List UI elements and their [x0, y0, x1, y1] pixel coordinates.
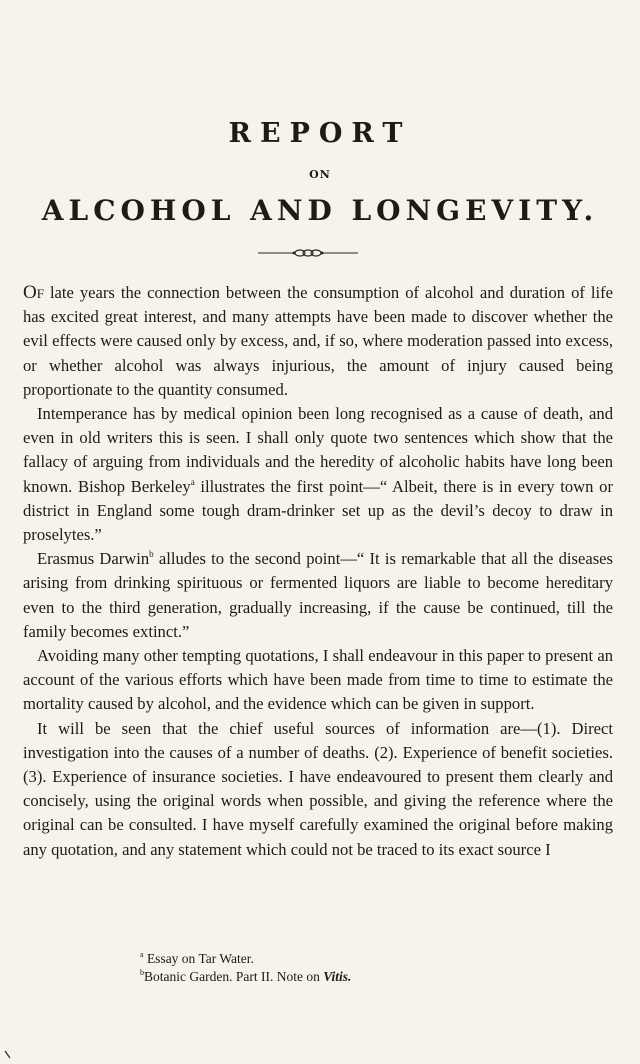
paragraph-text: Intemperance has by medical opinion been long recognised as a cause of death, and even in old writers this is seen. I shall only quote two sentences which show that the fallacy of arguing from individuals and the heredity of alcoholic habits have long been known. Bishop Berkeley	[23, 404, 613, 496]
page-title: ALCOHOL AND LONGEVITY.	[41, 194, 599, 227]
on-subheading: ON	[309, 168, 331, 181]
footnote	[140, 968, 610, 986]
footnote-ref: a	[190, 476, 195, 487]
footnote	[140, 950, 610, 968]
paragraph-text: It will be seen that the chief useful sources of information are—(1). Direct investigation into the causes of a number of deaths. (2). Experience of benefit societies. (3). Experience of insurance societies. I have endeavoured to present them clearly and concisely, using the original words when possible, and giving the reference where the original can be consulted. I have myself carefully examined the original before making any quotation, and any statement which could not be traced to its exact source I	[23, 718, 613, 859]
footnote-ref: b	[149, 549, 154, 560]
report-heading: REPORT	[228, 118, 412, 149]
corner-mark-icon	[4, 1050, 12, 1060]
drop-word: Of	[23, 282, 44, 303]
paragraph	[23, 717, 613, 862]
flourish-rule-icon	[258, 246, 358, 260]
paragraph	[23, 402, 613, 547]
paragraph-text: Avoiding many other tempting quotations, I shall endeavour in this paper to present an account of the various efforts which have been made from time to time to estimate the mortality caused by alcohol, and the evidence which can be given in support.	[23, 646, 613, 714]
paragraph	[23, 547, 613, 644]
footnote-text: Botanic Garden. Part II. Note on	[144, 969, 324, 984]
paragraph	[23, 644, 613, 717]
body-text	[23, 281, 613, 862]
footnote-mark: a	[140, 950, 144, 959]
paragraph-text: Erasmus Darwin	[37, 549, 150, 569]
paragraph-text: alludes to the second point—“ It is remarkable that all the diseases arising from drinking spirituous or fermented liquors are liable to become hereditary even to the third generation, gradually increasing, if the cause be continued, till the family becomes extinct.”	[23, 549, 613, 641]
paragraph-text: illustrates the first point—“ Albeit, there is in every town or district in England some tough dram-drinker set up as the devil’s decoy to draw in proselytes.”	[23, 476, 613, 545]
paragraph-text: late years the connection between the consumption of alcohol and duration of life has excited great interest, and many attempts have been made to discover whether the evil effects were caused only by excess, and, if so, where moderation passed into excess, or whether alcohol was always injurious, the amount of injury caused being proportionate to the quantity consumed.	[23, 283, 613, 399]
footnotes	[140, 950, 610, 986]
footnote-mark: b	[140, 968, 144, 977]
footnote-text: Essay on Tar Water.	[143, 951, 254, 966]
footnote-italic: Vitis.	[323, 969, 352, 984]
paragraph	[23, 281, 613, 402]
